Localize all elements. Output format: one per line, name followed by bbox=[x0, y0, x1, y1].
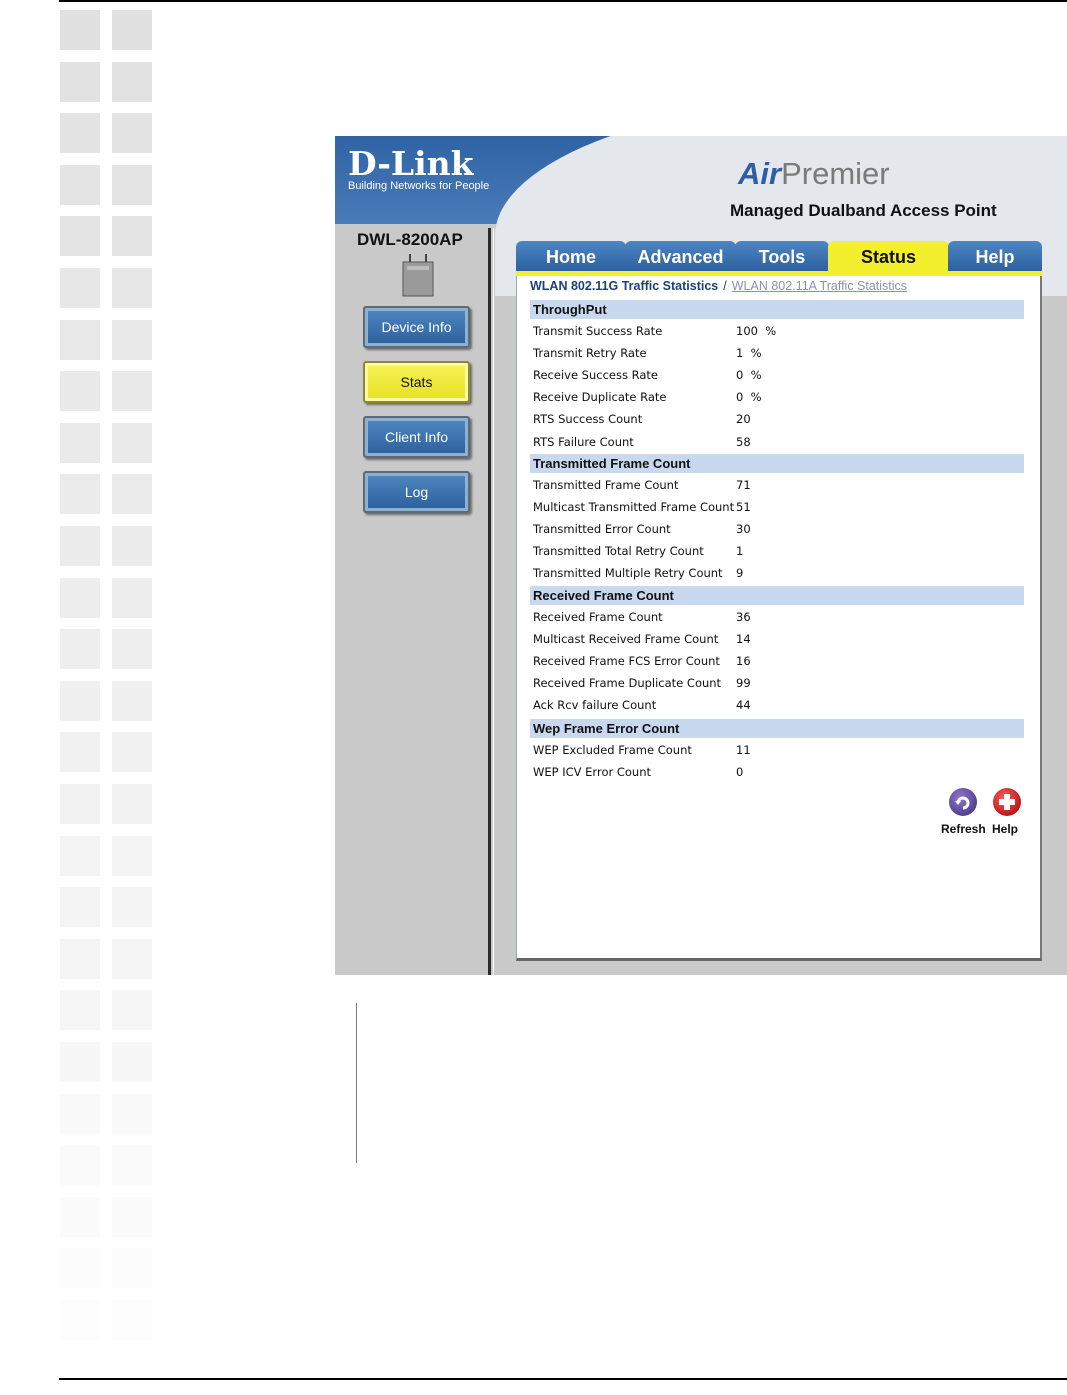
stat-label: Receive Duplicate Rate bbox=[533, 390, 667, 405]
stat-label: Transmitted Error Count bbox=[533, 522, 671, 537]
decorative-square bbox=[112, 1042, 152, 1082]
decorative-square bbox=[112, 1300, 152, 1340]
stat-label: WEP Excluded Frame Count bbox=[533, 743, 692, 757]
decorative-square bbox=[112, 681, 152, 721]
decorative-square bbox=[112, 10, 152, 50]
decorative-square bbox=[60, 474, 100, 514]
decorative-square bbox=[60, 732, 100, 772]
section-throughput: ThroughPut bbox=[530, 300, 1024, 319]
sidebar-divider-highlight bbox=[493, 228, 494, 975]
decorative-square bbox=[112, 165, 152, 205]
decorative-square bbox=[60, 216, 100, 256]
stat-label: Receive Success Rate bbox=[533, 368, 658, 383]
decorative-square bbox=[112, 939, 152, 979]
stat-value: 51 bbox=[736, 500, 751, 515]
decorative-square bbox=[112, 990, 152, 1030]
tab-home[interactable]: Home bbox=[516, 241, 626, 273]
help-button-label[interactable]: Help bbox=[992, 822, 1019, 836]
breadcrumb-current: WLAN 802.11G Traffic Statistics bbox=[530, 279, 719, 293]
sidebar-item-device-info[interactable]: Device Info bbox=[363, 306, 470, 348]
decorative-square bbox=[112, 113, 152, 153]
airpremier-logo bbox=[738, 156, 890, 192]
decorative-square bbox=[112, 371, 152, 411]
sidebar-item-stats[interactable]: Stats bbox=[363, 361, 470, 403]
bottom-rule bbox=[59, 1378, 1067, 1380]
stat-value: 1 % bbox=[736, 346, 762, 361]
product-subtitle: Managed Dualband Access Point bbox=[730, 201, 997, 220]
help-plus-icon[interactable] bbox=[993, 788, 1021, 816]
decorative-square bbox=[60, 681, 100, 721]
decorative-square bbox=[60, 990, 100, 1030]
stat-label: RTS Failure Count bbox=[533, 434, 634, 449]
section-received: Received Frame Count bbox=[530, 586, 1024, 605]
stat-label: Ack Rcv failure Count bbox=[533, 698, 657, 713]
airpremier-logo-part1: Air bbox=[738, 156, 782, 191]
refresh-icon[interactable] bbox=[949, 788, 977, 816]
decorative-square bbox=[60, 165, 100, 205]
breadcrumb bbox=[530, 279, 907, 293]
dlink-logo: D-Link bbox=[348, 144, 474, 183]
section-wep: Wep Frame Error Count bbox=[530, 719, 1024, 738]
decorative-square bbox=[60, 113, 100, 153]
stat-value: 30 bbox=[736, 522, 751, 537]
decorative-square bbox=[60, 268, 100, 308]
breadcrumb-separator: / bbox=[723, 279, 727, 293]
decorative-square bbox=[112, 423, 152, 463]
stat-value: 20 bbox=[736, 412, 751, 427]
decorative-square bbox=[60, 1300, 100, 1340]
decorative-square bbox=[60, 320, 100, 360]
section-transmitted: Transmitted Frame Count bbox=[530, 454, 1024, 473]
decorative-square bbox=[60, 629, 100, 669]
sidebar-item-log[interactable]: Log bbox=[363, 471, 470, 513]
decorative-square bbox=[60, 423, 100, 463]
app-window bbox=[335, 136, 1067, 975]
decorative-square bbox=[112, 62, 152, 102]
sidebar-item-client-info[interactable]: Client Info bbox=[363, 416, 470, 458]
stat-value: 36 bbox=[736, 610, 751, 624]
decorative-square bbox=[112, 629, 152, 669]
decorative-square bbox=[112, 732, 152, 772]
access-point-icon bbox=[401, 254, 435, 298]
stat-value: 16 bbox=[736, 654, 751, 669]
dlink-tagline: Building Networks for People bbox=[348, 180, 490, 192]
stat-label: Transmitted Frame Count bbox=[533, 478, 679, 492]
stat-label: RTS Success Count bbox=[533, 412, 643, 427]
decorative-square bbox=[60, 371, 100, 411]
stat-label: Transmitted Multiple Retry Count bbox=[533, 566, 723, 581]
tab-help[interactable]: Help bbox=[948, 241, 1042, 273]
content-panel bbox=[516, 276, 1042, 961]
decorative-square bbox=[112, 320, 152, 360]
stat-label: Transmit Retry Rate bbox=[533, 346, 647, 361]
decorative-square bbox=[60, 836, 100, 876]
main-tabs bbox=[516, 241, 1042, 273]
decorative-square bbox=[60, 10, 100, 50]
stat-value: 11 bbox=[736, 743, 751, 757]
stat-label: Received Frame FCS Error Count bbox=[533, 654, 720, 669]
stat-value: 0 % bbox=[736, 368, 762, 383]
stat-label: Multicast Received Frame Count bbox=[533, 632, 719, 647]
stat-label: Multicast Transmitted Frame Count bbox=[533, 500, 735, 515]
stat-label: Received Frame Count bbox=[533, 610, 663, 624]
decorative-square bbox=[60, 1042, 100, 1082]
stat-label: Transmitted Total Retry Count bbox=[533, 544, 704, 559]
caption-divider bbox=[356, 1003, 357, 1163]
decorative-square bbox=[112, 216, 152, 256]
stat-label: Transmit Success Rate bbox=[533, 324, 663, 338]
stat-value: 58 bbox=[736, 434, 751, 449]
stat-value: 0 bbox=[736, 765, 744, 780]
stat-value: 99 bbox=[736, 676, 751, 691]
sidebar-divider bbox=[488, 228, 491, 975]
header-banner bbox=[335, 136, 1067, 224]
refresh-button-label[interactable]: Refresh bbox=[941, 822, 986, 836]
stat-value: 71 bbox=[736, 478, 751, 492]
stat-value: 100 % bbox=[736, 324, 777, 338]
tab-status[interactable]: Status bbox=[828, 241, 949, 273]
stat-value: 14 bbox=[736, 632, 751, 647]
decorative-square bbox=[112, 474, 152, 514]
decorative-square bbox=[112, 1248, 152, 1288]
decorative-square bbox=[60, 1197, 100, 1237]
stat-value: 1 bbox=[736, 544, 744, 559]
stat-label: Received Frame Duplicate Count bbox=[533, 676, 722, 691]
decorative-square bbox=[60, 1094, 100, 1134]
decorative-square bbox=[112, 268, 152, 308]
decorative-square bbox=[112, 526, 152, 566]
decorative-square bbox=[60, 784, 100, 824]
decorative-square bbox=[60, 1248, 100, 1288]
stat-value: 0 % bbox=[736, 390, 762, 405]
decorative-square bbox=[112, 836, 152, 876]
decorative-square bbox=[112, 887, 152, 927]
tab-tools[interactable]: Tools bbox=[735, 241, 829, 273]
stat-label: WEP ICV Error Count bbox=[533, 765, 652, 780]
decorative-square bbox=[112, 1197, 152, 1237]
decorative-square bbox=[112, 1145, 152, 1185]
airpremier-logo-part2: Premier bbox=[781, 156, 890, 191]
decorative-square bbox=[112, 784, 152, 824]
tab-advanced[interactable]: Advanced bbox=[625, 241, 736, 273]
top-rule bbox=[59, 0, 1067, 2]
stat-value: 9 bbox=[736, 566, 744, 581]
decorative-square bbox=[60, 939, 100, 979]
decorative-square bbox=[112, 578, 152, 618]
decorative-square bbox=[60, 578, 100, 618]
decorative-square bbox=[60, 1145, 100, 1185]
breadcrumb-link-80211a[interactable]: WLAN 802.11A Traffic Statistics bbox=[731, 279, 908, 293]
model-name: DWL-8200AP bbox=[357, 230, 463, 249]
decorative-square bbox=[60, 62, 100, 102]
decorative-square bbox=[60, 526, 100, 566]
decorative-square bbox=[112, 1094, 152, 1134]
stat-value: 44 bbox=[736, 698, 751, 713]
decorative-square bbox=[60, 887, 100, 927]
